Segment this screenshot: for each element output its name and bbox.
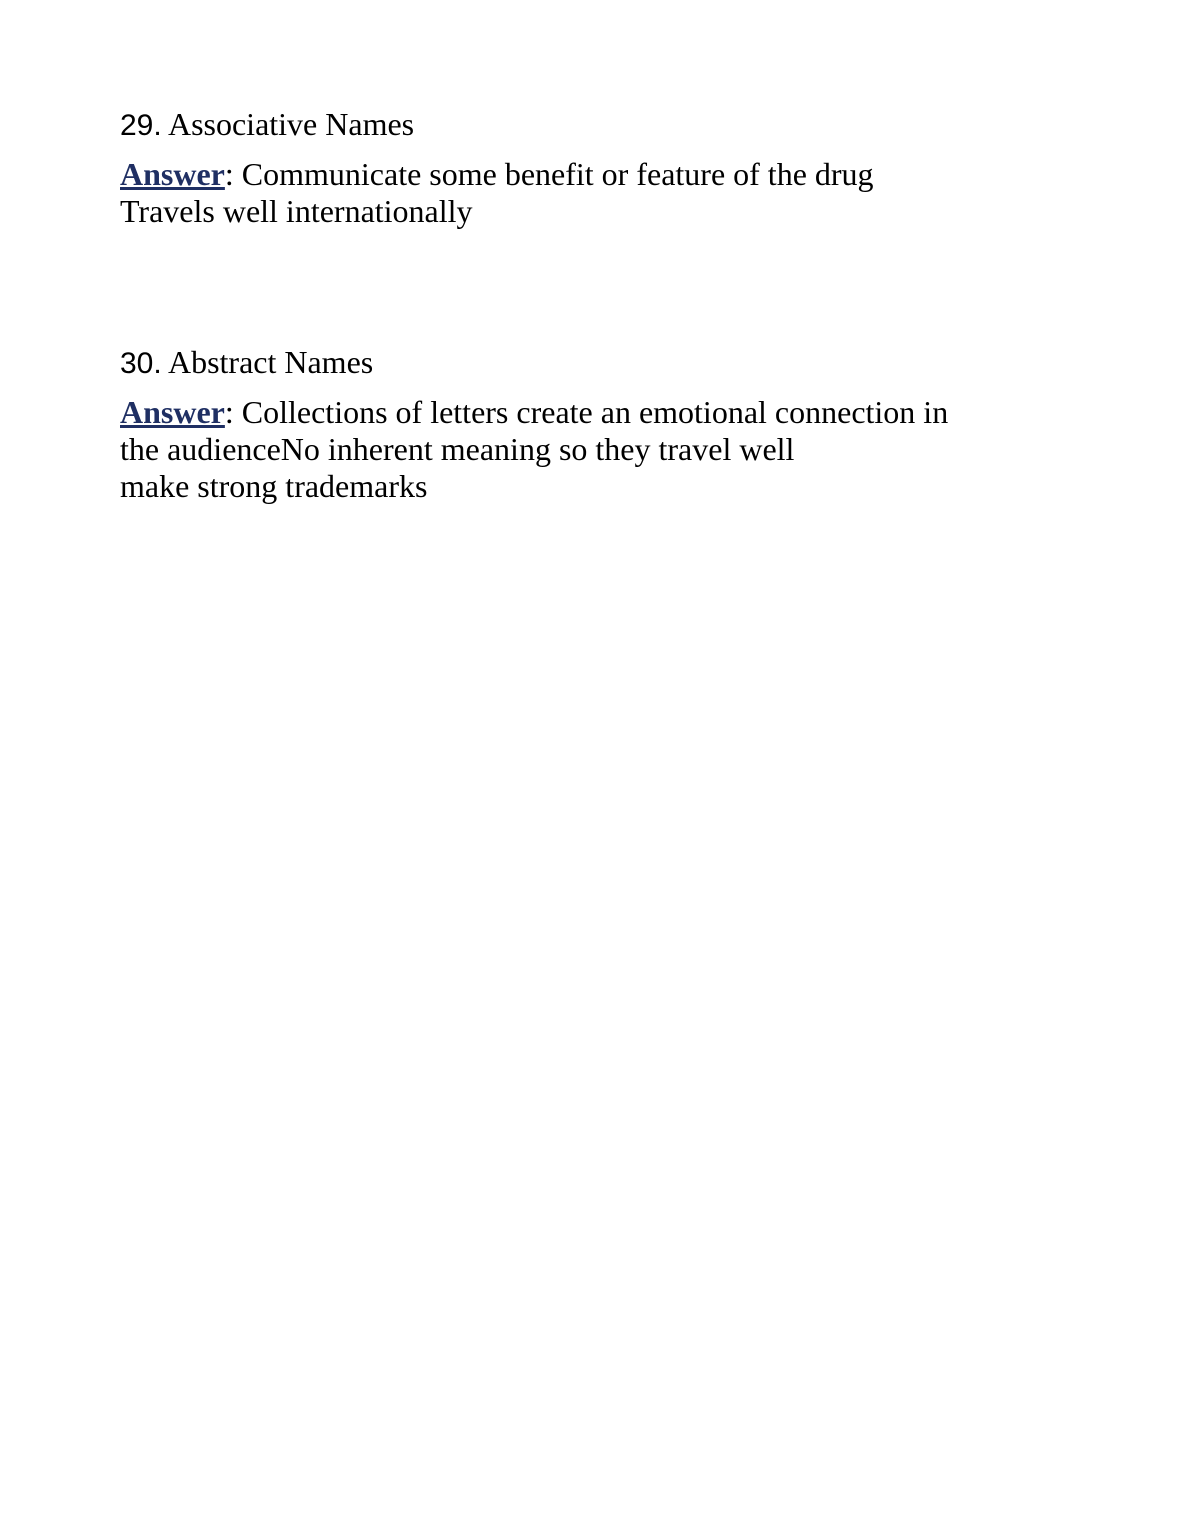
question-block-29 <box>120 104 1060 230</box>
question-heading <box>120 104 1060 146</box>
question-number: 30. <box>120 347 162 380</box>
answer-line: make strong trademarks <box>120 468 428 504</box>
question-heading <box>120 342 1060 384</box>
answer-text <box>120 394 1060 505</box>
answer-line: the audienceNo inherent meaning so they travel well <box>120 431 795 467</box>
answer-line-text: Communicate some benefit or feature of the drug <box>233 156 874 192</box>
answer-separator: : <box>224 394 234 430</box>
answer-label[interactable]: Answer <box>120 394 225 430</box>
answer-text <box>120 156 1060 230</box>
answer-separator: : <box>224 156 234 192</box>
answer-line: Travels well internationally <box>120 193 473 229</box>
answer-line <box>120 394 1060 431</box>
question-title: Associative Names <box>167 106 415 142</box>
question-block-30 <box>120 342 1060 505</box>
answer-line <box>120 156 1060 193</box>
answer-label[interactable]: Answer <box>120 156 225 192</box>
question-title: Abstract Names <box>167 344 374 380</box>
answer-line-text: Collections of letters create an emotional connection in <box>233 394 949 430</box>
question-number: 29. <box>120 109 162 142</box>
